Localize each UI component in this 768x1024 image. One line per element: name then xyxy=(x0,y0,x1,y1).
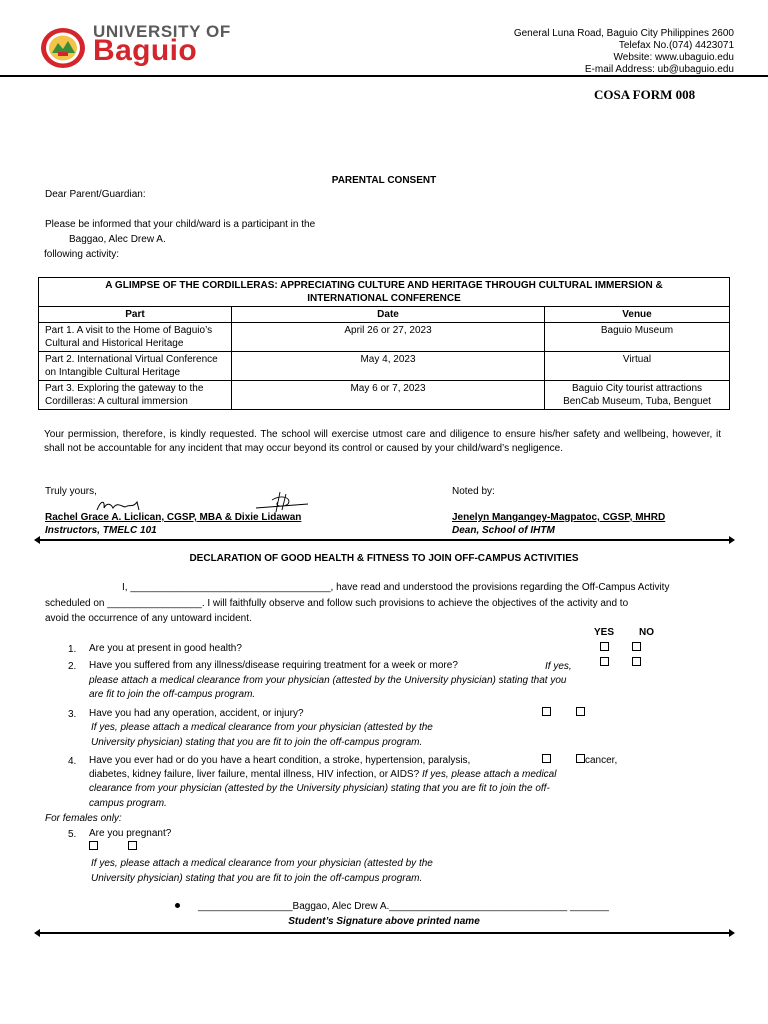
q5-no-checkbox[interactable] xyxy=(128,841,137,850)
question-4-line-2: diabetes, kidney failure, liver failure, mental illness, HIV infection, or AIDS? If yes, please attach a medical xyxy=(89,769,557,780)
q1-no-checkbox[interactable] xyxy=(632,642,641,651)
declaration-title: DECLARATION OF GOOD HEALTH & FITNESS TO JOIN OFF-CAMPUS ACTIVITIES xyxy=(189,553,579,564)
q3-no-checkbox[interactable] xyxy=(576,707,585,716)
declaration-line-2: scheduled on _________________. I will faithfully observe and follow such provisions to achieve the objectives of the activity and to xyxy=(45,598,629,609)
university-name-top: UNIVERSITY OF xyxy=(93,22,231,41)
question-4-note-c: campus program. xyxy=(89,798,167,809)
university-seal-logo xyxy=(40,27,86,69)
q1-yes-checkbox[interactable] xyxy=(600,642,609,651)
question-5: Are you pregnant? xyxy=(89,828,172,839)
salutation: Dear Parent/Guardian: xyxy=(45,189,146,200)
females-only-label: For females only: xyxy=(45,813,122,824)
table-header xyxy=(39,307,730,323)
dean-name: Jenelyn Mangangey-Magpatoc, CGSP, MHRD xyxy=(452,512,666,523)
column-header-date: Date xyxy=(232,307,545,323)
table-row: Part 3. Exploring the gateway to the Cordilleras: A cultural immersion May 6 or 7, 2023 Baguio City tourist attractions BenCab Museum, Tuba, Benguet xyxy=(39,381,730,410)
instructor-signature-2 xyxy=(252,490,312,514)
header-rule xyxy=(0,75,768,77)
question-2-note-a: If yes, xyxy=(545,661,572,672)
dean-title: Dean, School of IHTM xyxy=(452,525,555,536)
question-5-note-a: If yes, please attach a medical clearance from your physician (attested by the xyxy=(91,858,433,869)
email: E-mail Address: ub@ubaguio.edu xyxy=(584,64,734,75)
declaration-line-1: I, ____________________________________, have read and understood the provisions regarding the Off-Campus Activity xyxy=(122,582,670,593)
no-header: NO xyxy=(639,627,654,638)
column-header-venue: Venue xyxy=(545,307,730,323)
q5-yes-checkbox[interactable] xyxy=(89,841,98,850)
activity-title: A GLIMPSE OF THE CORDILLERAS: APPRECIATING CULTURE AND HERITAGE THROUGH CULTURAL IMMERSION & INTERNATIONAL CONFERENCE xyxy=(39,278,730,307)
q4-yes-checkbox[interactable] xyxy=(542,754,551,763)
bullet-icon xyxy=(175,903,180,908)
student-name: Baggao, Alec Drew A. xyxy=(69,234,166,245)
instructors-names: Rachel Grace A. Liclican, CGSP, MBA & Dixie Lidawan xyxy=(45,512,302,523)
question-3: Have you had any operation, accident, or injury? xyxy=(89,708,304,719)
q2-yes-checkbox[interactable] xyxy=(600,657,609,666)
university-name-main: Baguio xyxy=(93,34,198,67)
section-divider xyxy=(39,539,729,541)
column-header-part: Part xyxy=(39,307,232,323)
question-2: Have you suffered from any illness/disease requiring treatment for a week or more? xyxy=(89,660,458,671)
address: General Luna Road, Baguio City Philippines 2600 xyxy=(513,28,734,39)
question-4: Have you ever had or do you have a heart condition, a stroke, hypertension, paralysis, xyxy=(89,755,471,766)
question-3-note-b: University physician) stating that you are fit to join the off-campus program. xyxy=(91,737,423,748)
question-4-note-b: clearance from your physician (attested by the University physician) stating that you are fit to join the off- xyxy=(89,783,550,794)
divider-arrow-right xyxy=(729,536,735,544)
declaration-line-3: avoid the occurrence of any untoward incident. xyxy=(45,613,252,624)
table-row: Part 1. A visit to the Home of Baguio’s Cultural and Historical Heritage April 26 or 27, 2023 Baguio Museum xyxy=(39,323,730,352)
contact-block xyxy=(514,28,734,76)
activity-table xyxy=(38,277,730,410)
student-signature-caption: Student’s Signature above printed name xyxy=(288,916,480,927)
q3-yes-checkbox[interactable] xyxy=(542,707,551,716)
question-3-note-a: If yes, please attach a medical clearance from your physician (attested by the xyxy=(91,722,433,733)
bottom-divider xyxy=(39,932,729,934)
intro-text: Please be informed that your child/ward is a participant in the xyxy=(45,219,316,230)
yes-header: YES xyxy=(594,627,615,638)
instructors-title: Instructors, TMELC 101 xyxy=(45,525,157,536)
following-text: following activity: xyxy=(44,249,120,260)
q2-no-checkbox[interactable] xyxy=(632,657,641,666)
student-signature-line: _________________Baggao, Alec Drew A.________________________________ _______ xyxy=(198,901,609,912)
bottom-arrow-right xyxy=(729,929,735,937)
question-5-note-b: University physician) stating that you are fit to join the off-campus program. xyxy=(91,873,423,884)
website: Website: www.ubaguio.edu xyxy=(613,52,734,63)
question-4-cont: cancer, xyxy=(585,755,618,766)
question-2-note-c: are fit to join the off-campus program. xyxy=(89,689,256,700)
truly-yours: Truly yours, xyxy=(45,486,97,497)
permission-paragraph: Your permission, therefore, is kindly requested. The school will exercise utmost care and diligence to ensure his/her safety and wellbeing, however, it shall not be accountable for any incident that may occur beyond its control or caused by your child/ward’s negligence. xyxy=(44,429,721,454)
noted-by: Noted by: xyxy=(452,486,495,497)
form-number: COSA FORM 008 xyxy=(594,87,696,102)
q4-no-checkbox[interactable] xyxy=(576,754,585,763)
question-1: Are you at present in good health? xyxy=(89,643,242,654)
question-2-note-b: please attach a medical clearance from your physician (attested by the University physician) stating that you xyxy=(89,675,567,686)
consent-title: PARENTAL CONSENT xyxy=(331,175,437,186)
telefax: Telefax No.(074) 4423071 xyxy=(618,40,734,51)
table-row: Part 2. International Virtual Conference on Intangible Cultural Heritage May 4, 2023 Virtual xyxy=(39,352,730,381)
